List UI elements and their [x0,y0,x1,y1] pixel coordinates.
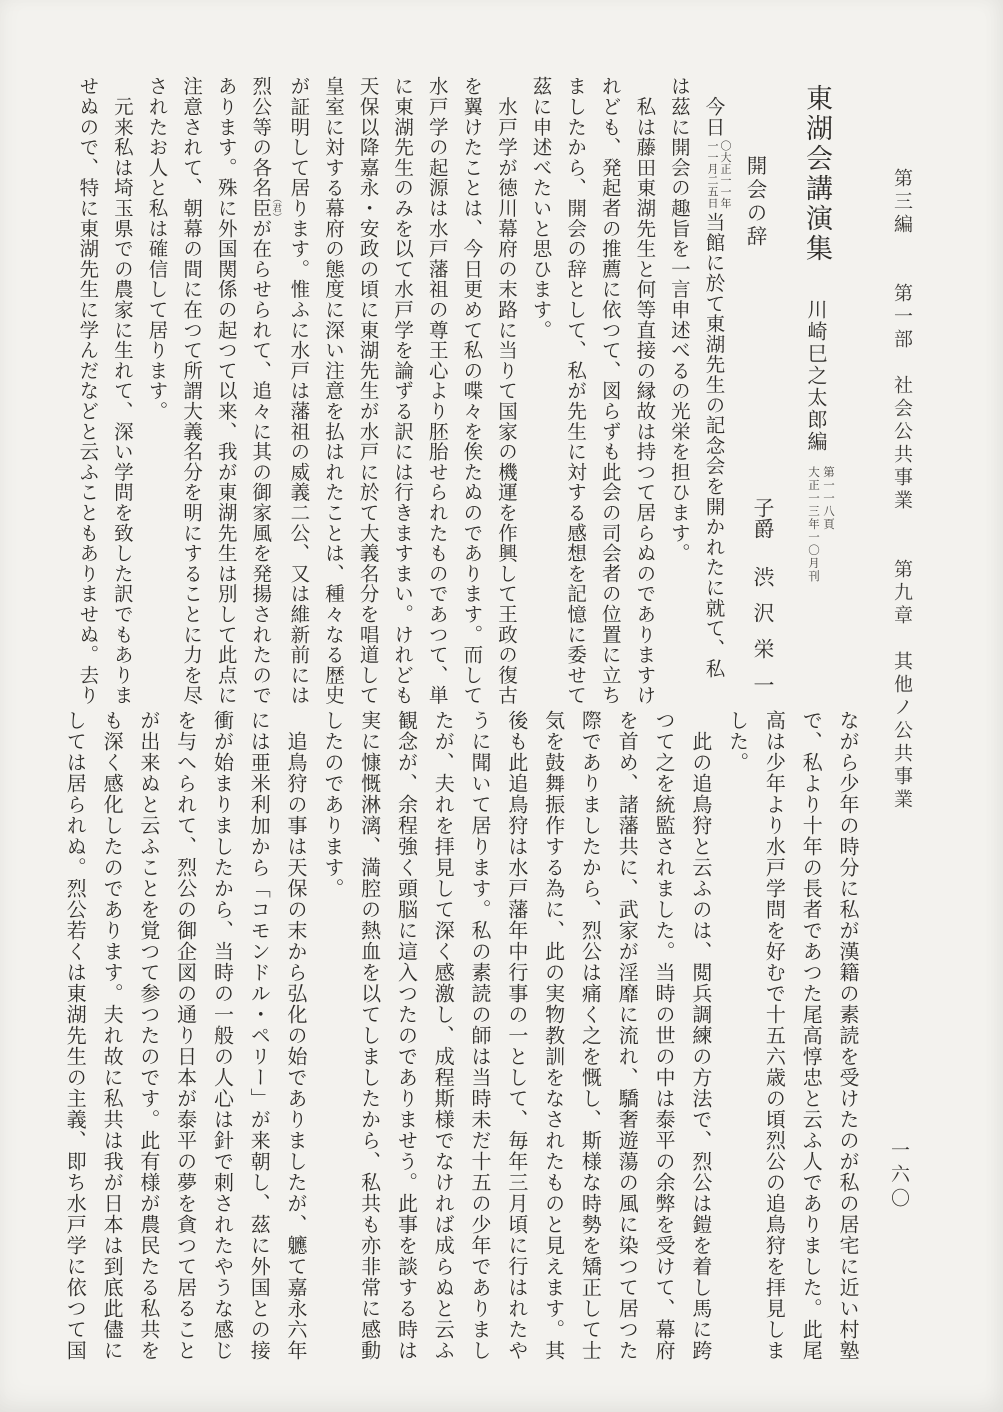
text-line [243,76,281,710]
text-line: 天保以降嘉永・安政の頃に東湖先生が水戸に於て大義名分を唱道して [356,76,380,706]
ruby-text: （君） [270,193,282,223]
text-line: 気を鼓舞振作する為に、此の実物教訓をなされたものと見えます。其 [541,710,566,1361]
editor-name: 川崎巳之太郎編 [804,299,828,454]
text-line: を首め、諸藩共に、武家が淫靡に流れ、驕奢遊蕩の風に染つて居つた [615,710,640,1361]
text-line: 高は少年より水戸学問を好むで十五六歳の頃烈公の追鳥狩を拝見しま [762,710,787,1361]
text-line: 注意されて、朝幕の間に在つて所謂大義名分を明にすることに力を尽 [180,76,204,706]
text-line: 元来私は埼玉県での農家に生れて、深い学問を致した訳でもありま [110,76,134,706]
author-title: 子爵 [751,497,775,539]
line-segment: が在らせられて、追々に其の御家風を発揚されたので [249,218,273,706]
text-line: せぬので、特に東湖先生に学んだなどと云ふこともありませぬ。去り [76,76,100,706]
book-title: 東湖会講演集 [801,84,832,264]
text-line: に東湖先生のみを以て水戸学を論ずる訳には行きますまい。けれども [391,76,415,706]
warichu-line: 〇大正一一年 [719,139,732,209]
text-line: したのであります。 [320,710,345,899]
print-note-page: 第一一八頁 [822,466,836,531]
text-line: 追鳥狩の事は天保の末から弘化の始でありましたが、軈て嘉永六年 [284,710,309,1361]
ruby-annotation [249,193,282,223]
text-line: 私は藤田東湖先生と何等直接の縁故は持つて居らぬのでありますけ [633,76,657,706]
chapter-margin-header: 第三編 第一部 社会公共事業 第九章 其他ノ公共事業 [891,168,913,812]
text-line: 後も此追鳥狩は水戸藩年中行事の一として、毎年三月頃に行はれたや [504,710,529,1361]
text-line: には亜米利加から「コモンドル・ペリー」が来朝し、茲に外国との接 [247,710,272,1361]
text-line: つて之を統監されました。当時の世の中は泰平の余弊を受けて、幕府 [652,710,677,1361]
print-note [806,466,836,583]
author-column [748,497,778,710]
text-line: 観念が、余程強く頭脳に這入つたのでありませう。此事を談する時は [394,710,419,1361]
text-line: で、私より十年の長者であつた尾高惇忠と云ふ人でありました。此尾 [799,710,824,1361]
text-line [696,76,732,710]
ruby-base: 臣 [249,193,273,223]
author-name: 渋沢栄一 [751,565,775,710]
text-line: 此の追鳥狩と云ふのは、閲兵調練の方法で、烈公は鎧を着し馬に跨 [688,710,713,1361]
bottom-text-block [46,710,866,1364]
text-line: 衝が始まりましたから、当時の一般の人心は針で刺されたやうな感じ [210,710,235,1361]
line-prefix: 今日 [702,76,726,137]
text-line: も深く感化したのであります。夫れ故に私共は我が日本は到底此儘に [100,710,125,1361]
text-line: たが、夫れを拝見して深く感激し、成程斯様でなければ成らぬと云ふ [431,710,456,1361]
text-line: 水戸学の起源は水戸藩祖の尊王心より胚胎せられたものであつて、単 [425,76,449,706]
text-line: ましたから、開会の辞として、私が先生に対する感想を記憶に委せて [564,76,588,706]
text-line: 水戸学が徳川幕府の末路に当りて国家の機運を作興して王政の復古 [494,76,518,706]
text-line: は茲に開会の趣旨を一言申述べるの光栄を担ひます。 [667,76,691,564]
text-line: が証明して居ります。惟ふに水戸は藩祖の威義二公、又は維新前には [287,76,311,706]
text-line: を翼けたことは、今日更めて私の喋々を俟たぬのであります。而して [460,76,484,706]
warichu-date-note [706,140,732,209]
page-number: 一六〇 [888,1140,910,1212]
section-heading: 開会の辞 [743,155,767,249]
text-line: ながら少年の時分に私が漢籍の素読を受けたのが私の居宅に近い村塾 [836,710,860,1361]
text-line: 実に慷慨淋漓、満腔の熱血を以てしましたから、私共も亦非常に感動 [357,710,382,1361]
text-line: されたお人と私は確信して居ります。 [145,76,169,422]
title-column [797,84,836,453]
text-line: うに聞いて居ります。私の素読の師は当時未だ十五の少年でありまし [468,710,493,1361]
text-line: 茲に申述べたいと思ひます。 [529,76,553,340]
line-suffix: 当館に於て東湖先生の記念会を開かれたに就て、私 [702,211,726,679]
text-line: を与へられて、烈公の御企図の通り日本が泰平の夢を貪つて居ること [173,710,198,1361]
text-line: れども、発起者の推薦に依つて、図らずも此会の司会者の位置に立ち [598,76,622,706]
warichu-line: 一一月二五日 [706,139,719,209]
text-line: が出来ぬと云ふことを覚つて参つたのです。此有様が農民たる私共を [136,710,161,1361]
text-line: あります。殊に外国関係の起つて以来、我が東湖先生は別して此点に [214,76,238,706]
text-line: した。 [725,710,750,773]
print-note-date: 大正一三年一〇月刊 [807,466,821,583]
text-line: 皇室に対する幕府の態度に深い注意を払はれたことは、種々なる歴史 [321,76,345,706]
text-line: 際でありましたから、烈公は痛く之を慨し、斯様な時勢を矯正して士 [578,710,603,1361]
line-segment: 烈公等の各名 [249,76,273,198]
top-text-block [56,76,732,710]
text-line: しては居られぬ。烈公若くは東湖先生の主義、即ち水戸学に依つて国 [63,710,88,1361]
